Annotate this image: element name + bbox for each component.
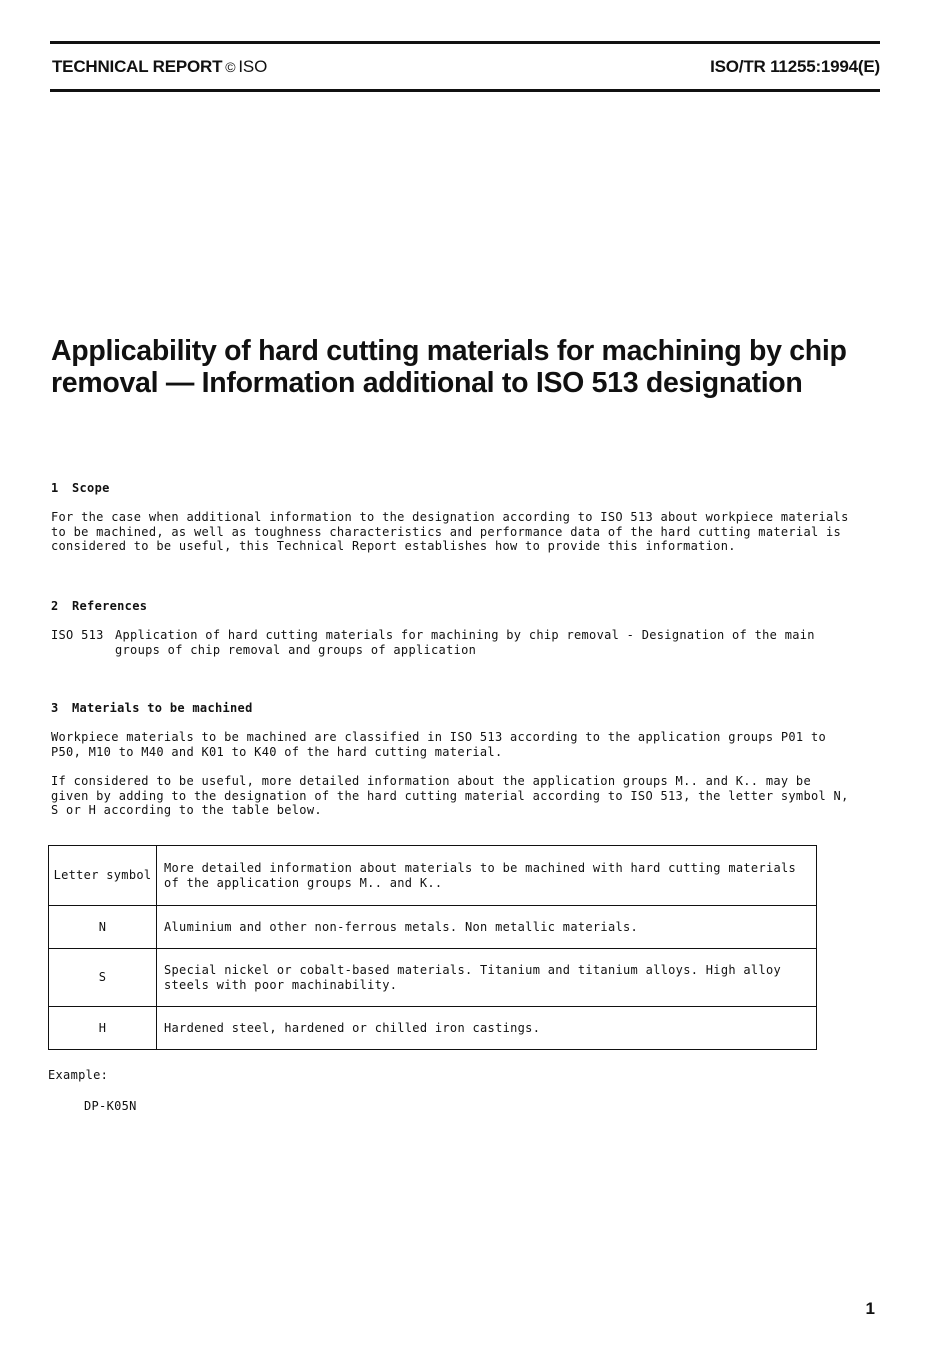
- reference-text: Application of hard cutting materials for machining by chip removal - Designation of the main groups of chip removal and groups of application: [115, 628, 815, 657]
- table-header-row: [49, 846, 817, 906]
- reference-key: ISO 513: [51, 628, 104, 642]
- section-number: 1: [51, 481, 59, 495]
- section-2-heading: [51, 599, 147, 614]
- section-title: Materials to be machined: [72, 701, 253, 715]
- header-bottom-rule: [50, 89, 880, 92]
- scope-paragraph: For the case when additional information to the designation according to ISO 513 about workpiece materials to be machined, as well as toughness characteristics and performance data of the hard cutting material is considered to be useful, this Technical Report establishes how to provide this information.: [51, 510, 857, 553]
- section-number: 3: [51, 701, 59, 715]
- section-title: Scope: [72, 481, 110, 495]
- header-top-rule: [50, 41, 880, 44]
- table-cell-description: Hardened steel, hardened or chilled iron castings.: [157, 1007, 817, 1050]
- table-cell-symbol: S: [49, 949, 157, 1007]
- table-row: [49, 1007, 817, 1050]
- materials-paragraph-1: Workpiece materials to be machined are classified in ISO 513 according to the application groups P01 to P50, M10 to M40 and K01 to K40 of the hard cutting material.: [51, 730, 834, 759]
- table-cell-description: Aluminium and other non-ferrous metals. Non metallic materials.: [157, 906, 817, 949]
- table-cell-symbol: H: [49, 1007, 157, 1050]
- section-1-heading: [51, 481, 110, 496]
- table-header-description: More detailed information about materials to be machined with hard cutting materials of the application groups M.. and K..: [157, 846, 817, 906]
- header-report-label: TECHNICAL REPORT: [52, 57, 223, 76]
- header-document-type: [52, 57, 267, 77]
- example-value: DP-K05N: [84, 1099, 137, 1113]
- table-cell-symbol: N: [49, 906, 157, 949]
- example-label: Example:: [48, 1068, 109, 1082]
- materials-paragraph-2: If considered to be useful, more detailed information about the application groups M.. and K.. may be given by adding to the designation of the hard cutting material according to ISO 513, the letter symbol N, S or H according to the table below.: [51, 774, 857, 817]
- copyright-symbol: ©: [225, 59, 236, 75]
- header-document-number: ISO/TR 11255:1994(E): [710, 57, 880, 76]
- section-3-heading: [51, 701, 253, 716]
- page-number: 1: [865, 1299, 875, 1318]
- table-row: [49, 949, 817, 1007]
- section-title: References: [72, 599, 148, 613]
- document-title: Applicability of hard cutting materials for machining by chip removal — Information additional to ISO 513 designation: [51, 335, 847, 399]
- header-org: ISO: [238, 57, 268, 76]
- table-header-symbol: Letter symbol: [49, 846, 157, 906]
- letter-symbol-table: [48, 845, 817, 1050]
- table-cell-description: Special nickel or cobalt-based materials. Titanium and titanium alloys. High alloy steels with poor machinability.: [157, 949, 817, 1007]
- table-row: [49, 906, 817, 949]
- section-number: 2: [51, 599, 59, 613]
